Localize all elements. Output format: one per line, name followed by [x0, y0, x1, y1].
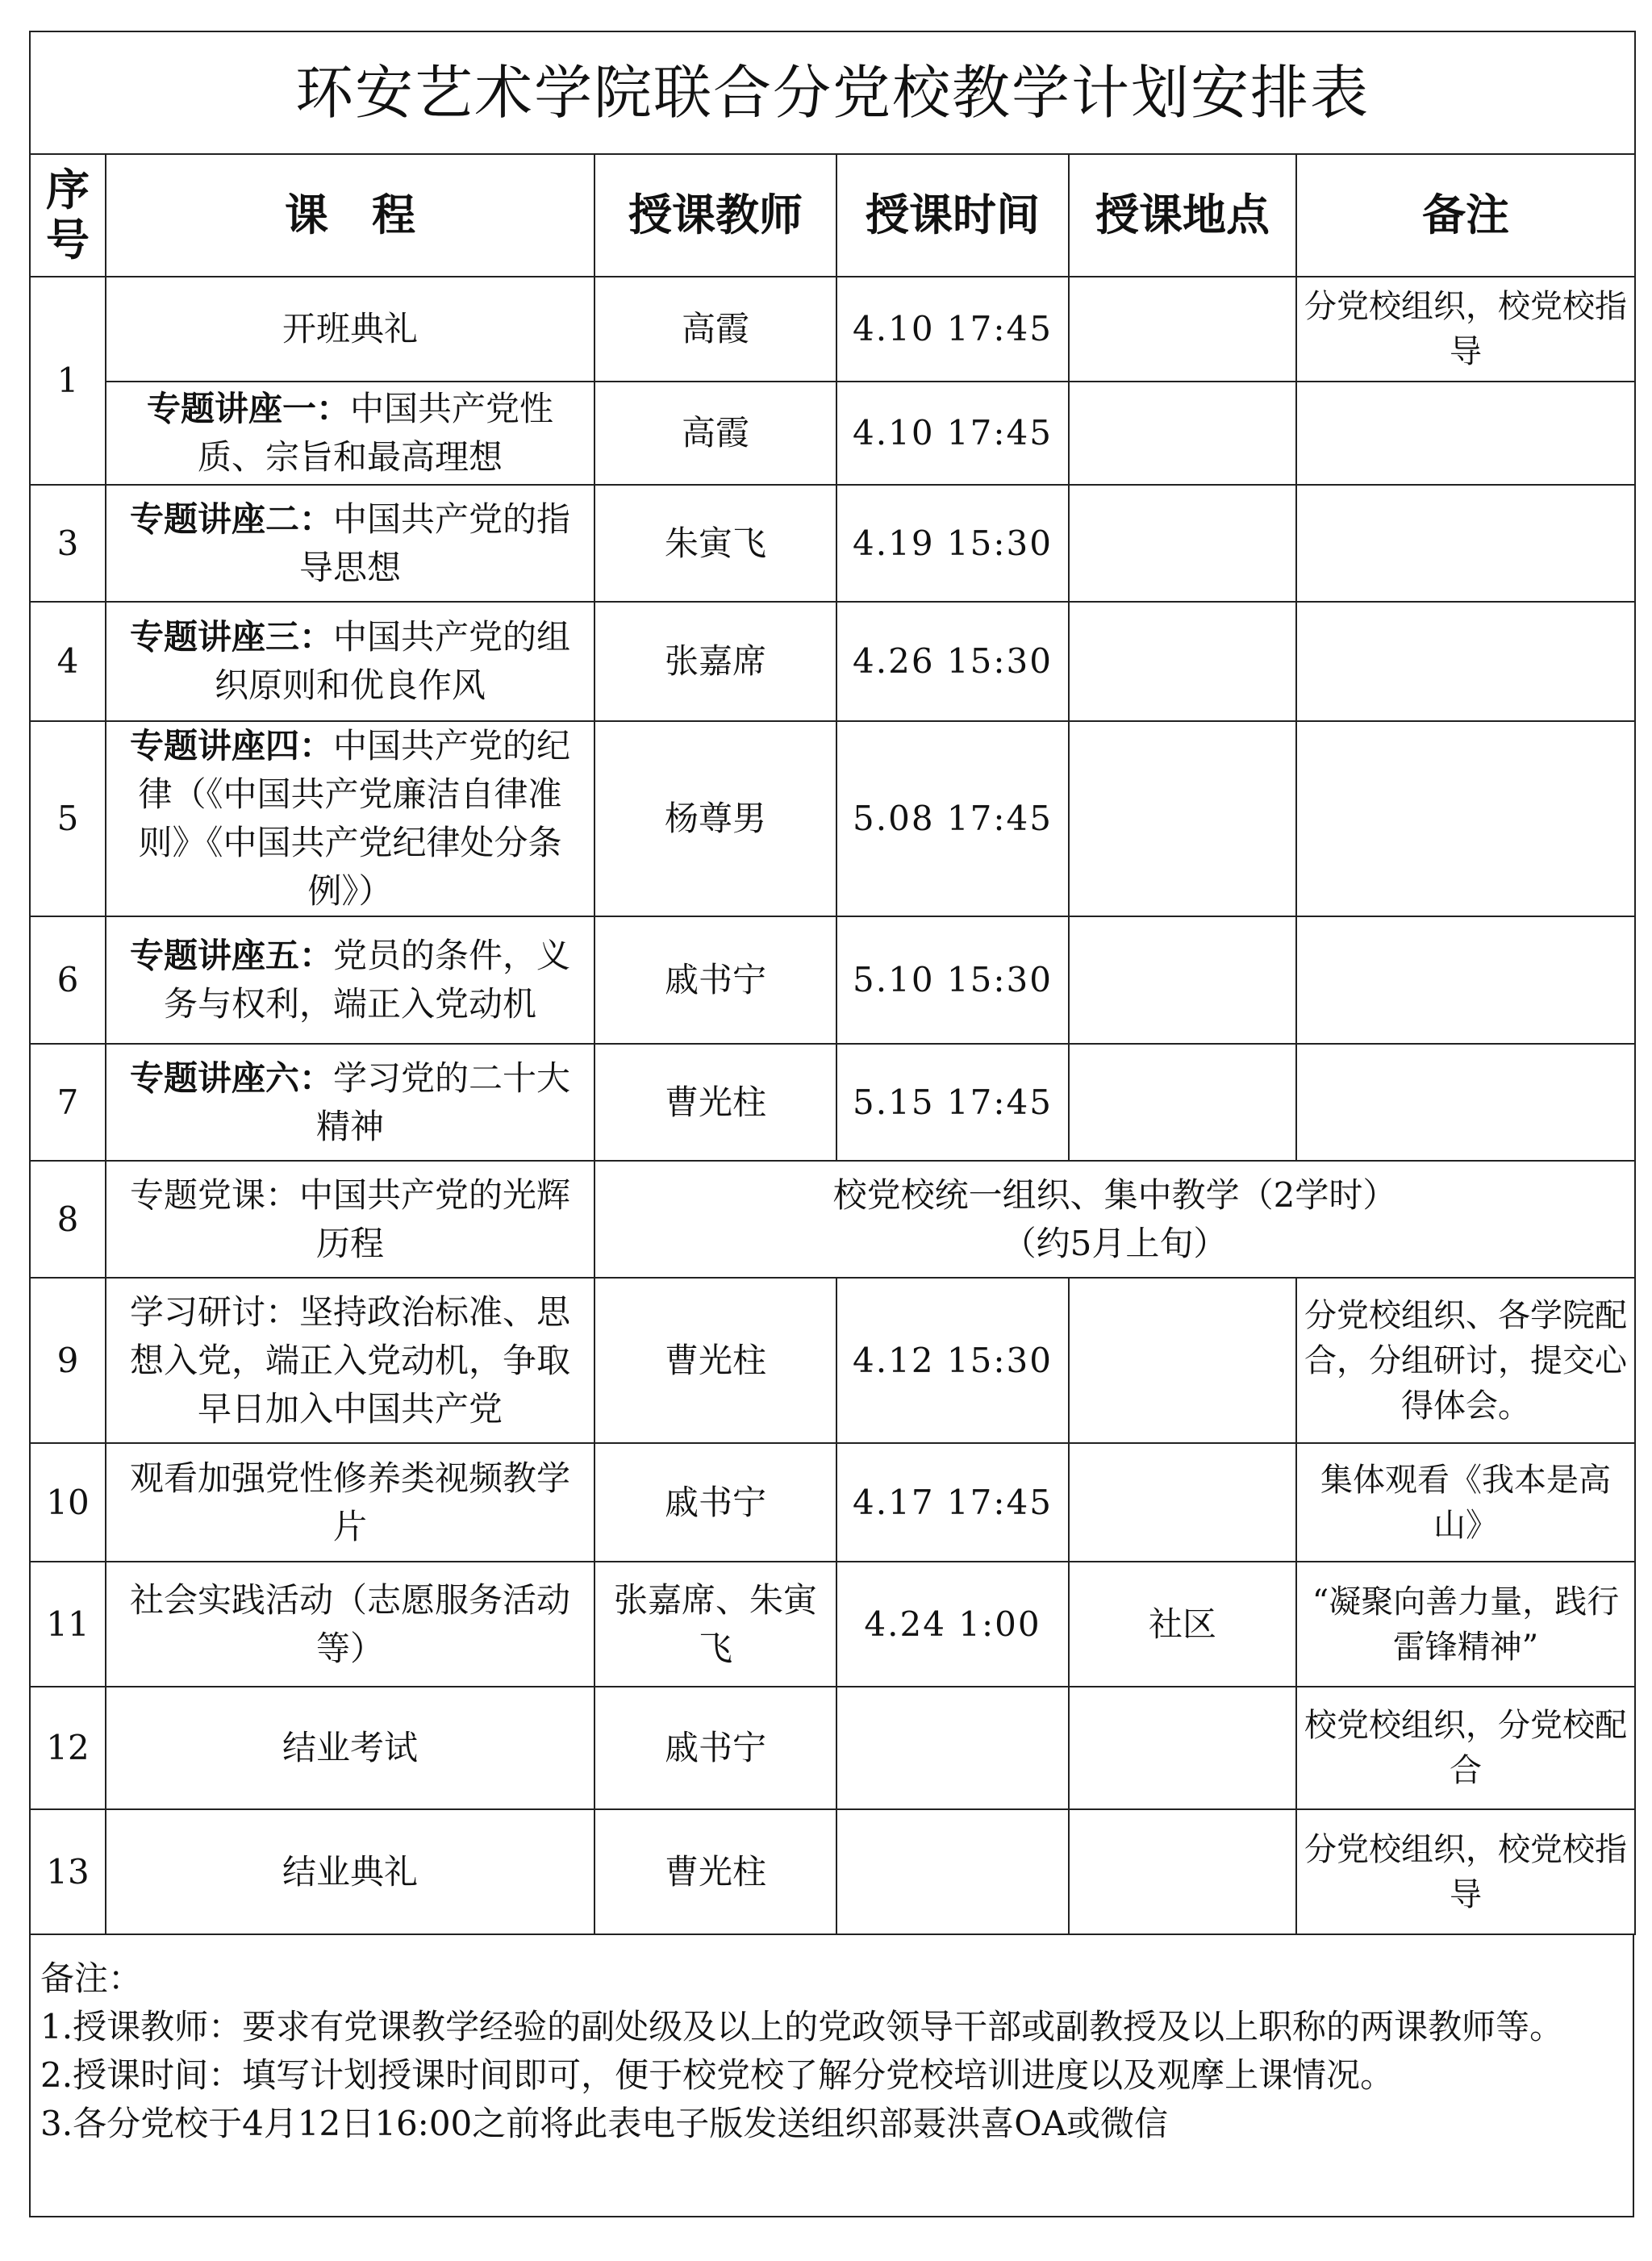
- row-time: 4.17 17:45: [836, 1443, 1069, 1562]
- row-time: 4.24 1:00: [836, 1562, 1069, 1687]
- row-teacher: 张嘉席、朱寅飞: [594, 1562, 836, 1687]
- table-row: [30, 602, 1635, 721]
- row-course: 学习研讨：坚持政治标准、思想入党，端正入党动机，争取早日加入中国共产党: [106, 1278, 594, 1443]
- row-place: [1069, 602, 1296, 721]
- row-seq: 7: [30, 1044, 106, 1161]
- row-time: 4.26 15:30: [836, 602, 1069, 721]
- row-remark: 校党校组织，分党校配合: [1296, 1687, 1635, 1809]
- notes-section: [29, 1935, 1634, 2217]
- row-teacher: 张嘉席: [594, 602, 836, 721]
- row-seq: 1: [30, 277, 106, 485]
- row-time: [836, 1687, 1069, 1809]
- row-remark: [1296, 602, 1635, 721]
- row-remark: 集体观看《我本是高山》: [1296, 1443, 1635, 1562]
- header-teacher: 授课教师: [594, 154, 836, 277]
- row-time: 4.19 15:30: [836, 485, 1069, 602]
- row-seq: 3: [30, 485, 106, 602]
- row-time: 5.15 17:45: [836, 1044, 1069, 1161]
- row-teacher: 曹光柱: [594, 1044, 836, 1161]
- row-teacher: 曹光柱: [594, 1278, 836, 1443]
- row-time: 4.10 17:45: [836, 382, 1069, 485]
- table-row: [30, 485, 1635, 602]
- notes-heading: 备注：: [40, 1959, 143, 1998]
- row-place: [1069, 382, 1296, 485]
- table-row: [30, 916, 1635, 1044]
- row-place: [1069, 916, 1296, 1044]
- row-remark: 分党校组织、各学院配合，分组研讨，提交心得体会。: [1296, 1278, 1635, 1443]
- row-remark: 分党校组织，校党校指导: [1296, 1809, 1635, 1934]
- row-seq: 4: [30, 602, 106, 721]
- table-row: [30, 1044, 1635, 1161]
- row-seq: 11: [30, 1562, 106, 1687]
- row-course: 专题党课：中国共产党的光辉历程: [106, 1161, 594, 1278]
- row-teacher: 高霞: [594, 277, 836, 382]
- row-teacher: 朱寅飞: [594, 485, 836, 602]
- row-seq: 10: [30, 1443, 106, 1562]
- row-teacher: 戚书宁: [594, 916, 836, 1044]
- row-course: 结业典礼: [106, 1809, 594, 1934]
- table-row: [30, 721, 1635, 916]
- schedule-sheet: [29, 31, 1634, 2217]
- header-row: [30, 154, 1635, 277]
- row-course: 观看加强党性修养类视频教学片: [106, 1443, 594, 1562]
- header-course: 课 程: [106, 154, 594, 277]
- row-place: [1069, 1044, 1296, 1161]
- row-merged-note: [594, 1161, 1635, 1278]
- row-course: 结业考试: [106, 1687, 594, 1809]
- row-course: 专题讲座五：党员的条件，义务与权利，端正入党动机: [106, 916, 594, 1044]
- row-time: 5.10 15:30: [836, 916, 1069, 1044]
- merged-note-line2: （约5月上旬）: [1002, 1223, 1228, 1263]
- row-course: 专题讲座一：中国共产党性质、宗旨和最高理想: [106, 382, 594, 485]
- row-place: [1069, 1809, 1296, 1934]
- table-row: [30, 382, 1635, 485]
- row-teacher: 高霞: [594, 382, 836, 485]
- row-remark: [1296, 485, 1635, 602]
- row-teacher: 戚书宁: [594, 1687, 836, 1809]
- row-place: [1069, 1443, 1296, 1562]
- header-remark: 备注: [1296, 154, 1635, 277]
- notes-item: 2.授课时间：填写计划授课时间即可，便于校党校了解分党校培训进度以及观摩上课情况。: [40, 2055, 1395, 2095]
- row-place: 社区: [1069, 1562, 1296, 1687]
- merged-note-line1: 校党校统一组织、集中教学（2学时）: [832, 1174, 1397, 1215]
- row-seq: 8: [30, 1161, 106, 1278]
- header-seq: 序号: [30, 154, 106, 277]
- table-row: [30, 1687, 1635, 1809]
- schedule-table: [29, 31, 1636, 1935]
- row-teacher: 戚书宁: [594, 1443, 836, 1562]
- row-remark: [1296, 1044, 1635, 1161]
- table-row: [30, 1278, 1635, 1443]
- row-place: [1069, 277, 1296, 382]
- row-remark: 分党校组织，校党校指导: [1296, 277, 1635, 382]
- row-place: [1069, 721, 1296, 916]
- row-course: 专题讲座四：中国共产党的纪律（《中国共产党廉洁自律准则》《中国共产党纪律处分条例》）: [106, 721, 594, 916]
- table-row: [30, 277, 1635, 382]
- row-time: 5.08 17:45: [836, 721, 1069, 916]
- row-place: [1069, 485, 1296, 602]
- header-place: 授课地点: [1069, 154, 1296, 277]
- table-row: [30, 1562, 1635, 1687]
- row-seq: 12: [30, 1687, 106, 1809]
- table-row: [30, 1161, 1635, 1278]
- row-seq: 5: [30, 721, 106, 916]
- row-remark: [1296, 721, 1635, 916]
- row-time: 4.10 17:45: [836, 277, 1069, 382]
- table-row: [30, 1809, 1635, 1934]
- row-seq: 9: [30, 1278, 106, 1443]
- table-row: [30, 1443, 1635, 1562]
- row-course: 开班典礼: [106, 277, 594, 382]
- row-seq: 13: [30, 1809, 106, 1934]
- row-course: 专题讲座三：中国共产党的组织原则和优良作风: [106, 602, 594, 721]
- row-place: [1069, 1687, 1296, 1809]
- row-seq: 6: [30, 916, 106, 1044]
- row-remark: “凝聚向善力量，践行雷锋精神”: [1296, 1562, 1635, 1687]
- row-teacher: 曹光柱: [594, 1809, 836, 1934]
- page-title: 环安艺术学院联合分党校教学计划安排表: [30, 31, 1635, 154]
- notes-item: 1.授课教师：要求有党课教学经验的副处级及以上的党政领导干部或副教授及以上职称的两课教师等。: [40, 2007, 1564, 2046]
- row-teacher: 杨尊男: [594, 721, 836, 916]
- row-place: [1069, 1278, 1296, 1443]
- row-remark: [1296, 916, 1635, 1044]
- row-time: 4.12 15:30: [836, 1278, 1069, 1443]
- header-time: 授课时间: [836, 154, 1069, 277]
- notes-item: 3.各分党校于4月12日16:00之前将此表电子版发送组织部聂洪喜OA或微信: [40, 2104, 1169, 2143]
- row-remark: [1296, 382, 1635, 485]
- row-course: 社会实践活动（志愿服务活动等）: [106, 1562, 594, 1687]
- row-course: 专题讲座二：中国共产党的指导思想: [106, 485, 594, 602]
- row-course: 专题讲座六：学习党的二十大精神: [106, 1044, 594, 1161]
- row-time: [836, 1809, 1069, 1934]
